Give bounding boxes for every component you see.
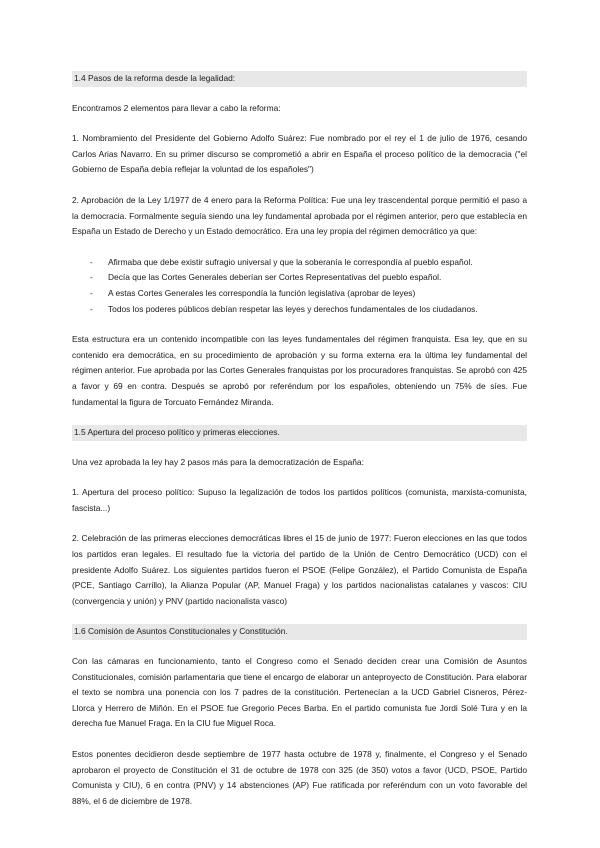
section-1-4-bullet-list bbox=[72, 255, 527, 317]
section-1-6-heading: 1.6 Comisión de Asuntos Constitucionales y Constitución. bbox=[72, 624, 527, 640]
list-item: - Afirmaba que debe existir sufragio universal y que la soberanía le correspondía al pueblo español. bbox=[90, 256, 473, 267]
list-item: - Decía que las Cortes Generales deberían ser Cortes Representativas del pueblo español. bbox=[90, 272, 442, 283]
section-1-5-heading: 1.5 Apertura del proceso político y primeras elecciones. bbox=[72, 425, 527, 441]
list-item-text: Decía que las Cortes Generales deberían ser Cortes Representativas del pueblo español. bbox=[108, 272, 442, 283]
section-1-6-para-2: Estos ponentes decidieron desde septiembre de 1977 hasta octubre de 1978 y, finalmente, el Congreso y el Senado aprobaron el proyecto de Constitución el 31 de octubre de 1978 con 325 (de 350) votos a favor (UCD, PSOE, Partido Comunista y CIU), 6 en contra (PNV) y 14 abstenciones (AP) Fue ratificada por referéndum con un voto favorable del 88%, el 6 de diciembre de 1978. bbox=[72, 749, 527, 806]
section-1-4-closing: Esta estructura era un contenido incompatible con las leyes fundamentales del régimen franquista. Esa ley, que en su contenido era democrática, en su procedimiento de aprobación y su forma externa era la última ley fundamental del régimen anterior. Fue aprobada por las Cortes Generales franquistas por los procuradores franquistas. Se aprobó con 425 a favor y 69 en contra. Después se aprobó por referéndum por los españoles, obteniendo un 75% de síes. Fue fundamental la figura de Torcuato Fernández Miranda. bbox=[72, 334, 527, 407]
section-1-5-point-2: 2. Celebración de las primeras elecciones democráticas libres el 15 de junio de 1977: Fueron elecciones en las que todos los partidos eran legales. El resultado fue la victoria del partido de la Unión de Centro Democrático (UCD) con el presidente Adolfo Suárez. Los siguientes partidos fueron el PSOE (Felipe González), el Partido Comunista de España (PCE, Santiago Carrillo), la Alianza Popular (AP, Manuel Fraga) y los partidos nacionalistas catalanes y vascos: CIU (convergencia y unión) y PNV (partido nacionalista vasco) bbox=[72, 533, 527, 606]
section-1-6-para-1: Con las cámaras en funcionamiento, tanto el Congreso como el Senado deciden crear una Comisión de Asuntos Constitucionales, comisión parlamentaria que tiene el encargo de elaborar un anteproyecto de Constitución. Para elaborar el texto se nombra una ponencia con los 7 padres de la constitución. Pertenecían a la UCD Gabriel Cisneros, Pérez-Llorca y Herrero de Miñón. En el PSOE fue Gregorio Peces Barba. En el partido comunista fue Jordi Solé Tura y en la derecha fue Manuel Fraga. En la CIU fue Miguel Roca. bbox=[72, 656, 527, 729]
list-item: - Todos los poderes públicos debían respetar las leyes y derechos fundamentales de los ciudadanos. bbox=[90, 303, 478, 314]
list-item-text: A estas Cortes Generales les correspondía la función legislativa (aprobar de leyes) bbox=[108, 287, 416, 298]
section-1-4-intro: Encontramos 2 elementos para llevar a cabo la reforma: bbox=[72, 102, 281, 113]
document-body bbox=[72, 71, 527, 824]
section-1-4-point-1: 1. Nombramiento del Presidente del Gobierno Adolfo Suárez: Fue nombrado por el rey el 1 de julio de 1976, cesando Carlos Arias Navarro. En su primer discurso se comprometió a abrir en España el proceso político de la democracia ("el Gobierno de España debía reflejar la voluntad de los españoles") bbox=[72, 133, 527, 175]
section-1-4-heading: 1.4 Pasos de la reforma desde la legalidad: bbox=[72, 71, 527, 87]
section-1-4-point-2: 2. Aprobación de la Ley 1/1977 de 4 enero para la Reforma Política: Fue una ley trascendental porque permitió el paso a la democracia. Formalmente seguía siendo una ley fundamental aprobada por el régimen anterior, pero que establecía en España un Estado de Derecho y un Estado democrático. Era una ley propia del régimen democrático ya que: bbox=[72, 194, 527, 237]
list-item-text: Todos los poderes públicos debían respetar las leyes y derechos fundamentales de los ciudadanos. bbox=[108, 303, 478, 314]
section-1-5-point-1: 1. Apertura del proceso político: Supuso la legalización de todos los partidos políticos (comunista, marxista-comunista, fascista...) bbox=[72, 487, 527, 513]
list-item: - A estas Cortes Generales les correspondía la función legislativa (aprobar de leyes) bbox=[90, 287, 416, 298]
section-1-5-intro: Una vez aprobada la ley hay 2 pasos más para la democratización de España: bbox=[72, 456, 364, 467]
list-item-text: Afirmaba que debe existir sufragio universal y que la soberanía le correspondía al pueblo español. bbox=[108, 256, 473, 267]
